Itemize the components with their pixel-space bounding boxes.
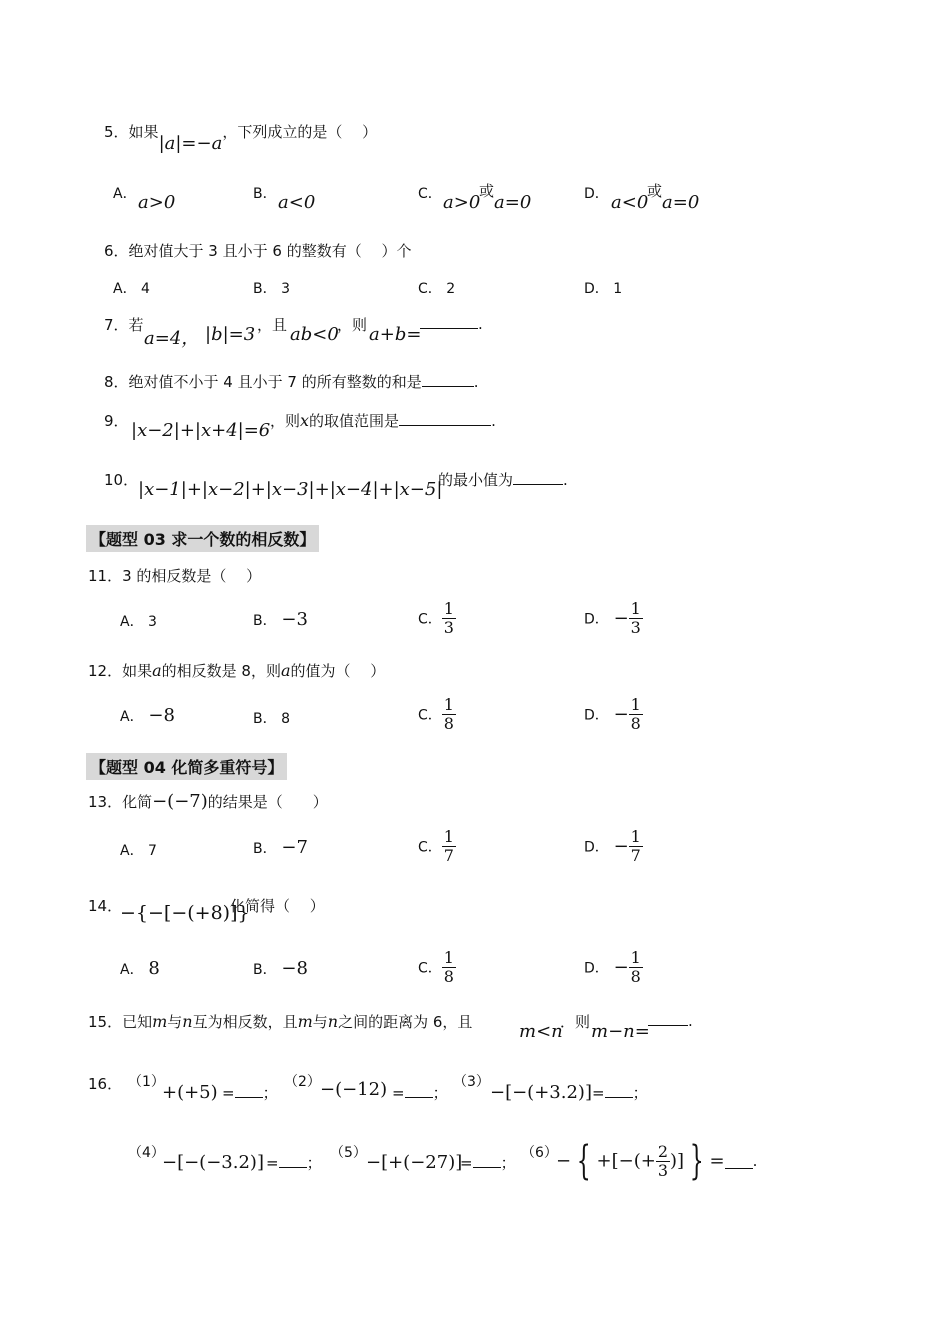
q16-part1-math: +(+5) <box>162 1082 218 1103</box>
q16-part4-math: −[−(−3.2)] <box>162 1152 264 1173</box>
q11-option-b[interactable]: B． −3 <box>253 609 308 630</box>
q16-part3-math: −[−(+3.2)] <box>490 1082 592 1103</box>
q9-math: |x−2|+|x+4|=6 <box>131 420 271 441</box>
left-brace-icon: { <box>576 1138 591 1184</box>
q7-math-b: |b|=3 <box>205 324 256 345</box>
q13-option-c[interactable]: C． $\frac{1}{7}$ <box>418 827 454 865</box>
q8-stem: 8．绝对值不小于 4 且小于 7 的所有整数的和是 . <box>104 373 479 391</box>
q14-text: 化简得（ ） <box>230 897 325 915</box>
q13-option-c-fraction: $\frac{1}{7}$ <box>443 827 454 865</box>
q14-option-c[interactable]: C． $\frac{1}{8}$ <box>418 948 454 986</box>
q6-option-a[interactable]: A． 4 <box>113 281 150 297</box>
q14-option-d-fraction: $\frac{1}{8}$ <box>630 948 641 986</box>
q12-stem: 12．如果a的相反数是 8，则a的值为（ ） <box>88 661 386 680</box>
q11-stem: 11．3 的相反数是（ ） <box>88 567 262 585</box>
q5-stem: 5．如果|a|=−a，下列成立的是（ ） <box>104 123 378 154</box>
q5-option-c-math2: a=0 <box>494 192 532 213</box>
q10-num: 10． <box>104 471 139 489</box>
q14-option-c-fraction: $\frac{1}{8}$ <box>443 948 454 986</box>
q11-option-d[interactable]: D． − $\frac{1}{3}$ <box>584 599 641 637</box>
q5-option-a[interactable]: A． <box>113 186 137 202</box>
q14-option-b[interactable]: B． −8 <box>253 958 308 979</box>
q14-option-d[interactable]: D． − $\frac{1}{8}$ <box>584 948 641 986</box>
q16-part1-label: （1） <box>128 1074 165 1090</box>
q11-option-c-fraction: $\frac{1}{3}$ <box>443 599 454 637</box>
q7-math-ab: ab<0 <box>290 324 339 345</box>
q6-stem: 6．绝对值大于 3 且小于 6 的整数有（ ）个 <box>104 242 412 260</box>
q16-part6-label: （6） <box>521 1145 558 1161</box>
q14-math: −{−[−(+8)]} <box>120 902 250 924</box>
q6-option-b[interactable]: B． 3 <box>253 281 290 297</box>
q10-math: |x−1|+|x−2|+|x−3|+|x−4|+|x−5| <box>138 479 443 500</box>
q7-text-then: ，则 <box>337 316 368 334</box>
q13-option-d-fraction: $\frac{1}{7}$ <box>630 827 641 865</box>
q5-option-c[interactable]: C． <box>418 186 442 202</box>
q13-option-a[interactable]: A． 7 <box>120 843 157 859</box>
q5-option-d[interactable]: D． <box>584 186 609 202</box>
q9-answer-blank[interactable] <box>399 411 491 426</box>
q16-part6-fraction: $\frac{2}{3}$ <box>657 1141 669 1180</box>
q16-part2-answer[interactable]: = ； <box>392 1084 448 1102</box>
q6-option-d[interactable]: D． 1 <box>584 281 623 297</box>
q8-answer-blank[interactable] <box>422 372 474 387</box>
q7-stem: 7．若 <box>104 316 144 334</box>
section-header-04: 【题型 04 化简多重符号】 <box>86 753 287 780</box>
q10-text: 的最小值为 . <box>438 471 568 489</box>
q11-option-c[interactable]: C． $\frac{1}{3}$ <box>418 599 454 637</box>
q5-option-c-math1: a>0 <box>443 192 481 213</box>
q16-part3-label: （3） <box>453 1074 490 1090</box>
q11-option-d-fraction: $\frac{1}{3}$ <box>630 599 641 637</box>
q15-answer-blank[interactable]: . <box>648 1011 693 1030</box>
q5-option-c-or: 或 <box>479 182 495 200</box>
q7-math-sum: a+b= <box>369 324 422 345</box>
q7-answer-blank[interactable]: . <box>420 314 483 333</box>
q16-part6-math: − { +[−(+ $\frac{2}{3}$ )] } = . <box>556 1138 758 1184</box>
q12-option-b[interactable]: B． 8 <box>253 711 290 727</box>
section-header-03: 【题型 03 求一个数的相反数】 <box>86 525 319 552</box>
q15-stem: 15．已知m与n互为相反数，且m与n之间的距离为 6，且 <box>88 1012 473 1031</box>
q12-option-d[interactable]: D． − $\frac{1}{8}$ <box>584 695 641 733</box>
q5-option-b-math: a<0 <box>278 192 316 213</box>
q16-part3-answer[interactable]: = ； <box>592 1084 648 1102</box>
q7-math-a: a=4， <box>144 328 200 349</box>
q5-option-d-math1: a<0 <box>611 192 649 213</box>
q16-part4-answer[interactable]: = ； <box>266 1154 322 1172</box>
q16-part5-math: −[+(−27)] <box>366 1152 463 1173</box>
q16-part5-answer[interactable]: = ； <box>460 1154 516 1172</box>
q13-option-d[interactable]: D． − $\frac{1}{7}$ <box>584 827 641 865</box>
q5-option-a-math: a>0 <box>138 192 176 213</box>
q5-option-d-or: 或 <box>647 182 663 200</box>
q11-option-a[interactable]: A． 3 <box>120 614 157 630</box>
q15-math-ineq: m<n <box>519 1021 563 1042</box>
q14-num: 14． <box>88 897 123 915</box>
q12-option-d-fraction: $\frac{1}{8}$ <box>630 695 641 733</box>
right-brace-icon: } <box>689 1138 704 1184</box>
q13-option-b[interactable]: B． −7 <box>253 837 308 858</box>
q16-part1-answer[interactable]: = ； <box>222 1084 278 1102</box>
q12-option-c-fraction: $\frac{1}{8}$ <box>443 695 454 733</box>
q13-stem: 13．化简−(−7)的结果是（ ） <box>88 791 328 812</box>
q15-math-diff: m−n= <box>591 1021 650 1042</box>
q16-part2-label: （2） <box>284 1074 321 1090</box>
q16-num: 16． <box>88 1075 123 1093</box>
q5-option-d-math2: a=0 <box>662 192 700 213</box>
q5-option-b[interactable]: B． <box>253 186 277 202</box>
q7-text-mid: ，且 <box>257 316 288 334</box>
q12-option-a[interactable]: A． −8 <box>120 705 175 726</box>
q16-part4-label: （4） <box>128 1145 165 1161</box>
q16-part2-math: −(−12) <box>320 1079 388 1100</box>
q14-option-a[interactable]: A． 8 <box>120 958 160 979</box>
q10-answer-blank[interactable] <box>513 470 563 485</box>
q6-option-c[interactable]: C． 2 <box>418 281 456 297</box>
q12-option-c[interactable]: C． $\frac{1}{8}$ <box>418 695 454 733</box>
q16-part6-answer-blank[interactable] <box>725 1154 753 1169</box>
q9-num: 9． <box>104 412 129 430</box>
q16-part5-label: （5） <box>330 1145 367 1161</box>
q15-text-then: ．则 <box>560 1013 591 1031</box>
q9-text: ，则x的取值范围是 . <box>270 411 496 430</box>
